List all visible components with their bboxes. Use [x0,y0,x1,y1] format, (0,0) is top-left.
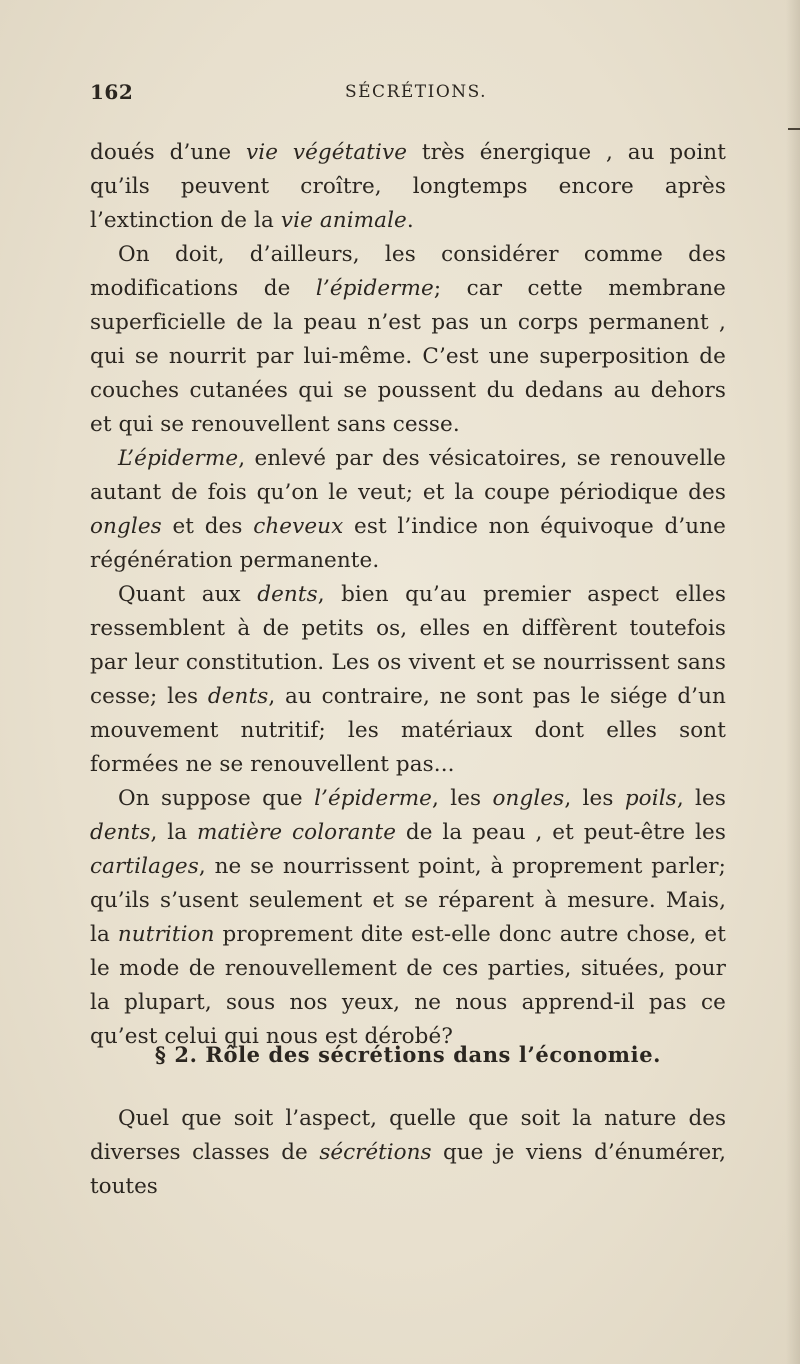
italic-term: L’épiderme [118,446,239,471]
text-run: que je viens d’énumérer, toutes [90,1140,726,1199]
text-run: , enlevé par des vésicatoires, se renouvelle autant de fois qu’on le veut; et la coupe périodique des [90,446,726,505]
paragraph [90,782,726,1054]
italic-term: ongles [90,514,162,539]
text-run: On suppose que [118,786,315,811]
text-run: de la peau , et peut-être les [396,820,726,845]
text-run: . [406,208,414,233]
italic-term: vie végétative [245,140,408,165]
text-run: Quant aux [118,582,258,607]
text-run: , ne se nourrissent point, à proprement parler; qu’ils s’usent seulement et se réparent à mesure. Mais, la [90,854,726,947]
italic-term: matière colorante [197,820,397,845]
page-number: 162 [90,80,134,104]
text-run: , bien qu’au premier aspect elles ressemblent à de petits os, elles en diffèrent toutefois par leur constitution. Les os vivent et se nourrissent sans cesse; les [90,582,727,709]
italic-term: nutrition [117,922,215,947]
italic-term: dents [257,582,318,607]
italic-term: cheveux [253,514,344,539]
paragraph [90,442,726,578]
italic-term: l’épiderme [315,276,434,301]
page-edge-mark [788,128,800,130]
italic-term: l’épiderme [314,786,433,811]
paragraph-continued [90,136,726,238]
text-run: , les [432,786,493,811]
text-run: est l’indice non équivoque d’une régénération permanente. [90,514,726,573]
text-run: , les [676,786,726,811]
main-text-continued [90,1102,726,1204]
italic-term: dents [207,684,269,709]
text-run: Quel que soit l’aspect, quelle que soit la nature des diverses classes de [90,1106,726,1165]
text-run: On doit, d’ailleurs, les considérer comme des modifications de [90,242,726,301]
text-run: très énergique , au point qu’ils peuvent croître, longtemps encore après l’extinction de la [90,140,726,233]
text-run: ; car cette membrane superficielle de la peau n’est pas un corps permanent , qui se nourrit par lui-même. C’est une superposition de couches cutanées qui se poussent du dedans au dehors et qui se renouvellent sans cesse. [90,276,726,437]
page-header [90,80,710,110]
italic-term: dents [90,820,151,845]
italic-term: sécrétions [319,1140,432,1165]
running-head: SÉCRÉTIONS. [345,82,488,102]
text-run: proprement dite est-elle donc autre chose, et le mode de renouvellement de ces parties, situées, pour la plupart, sous nos yeux, ne nous apprend-il pas ce qu’est celui qui nous est dérobé? [90,922,726,1049]
italic-term: ongles [492,786,565,811]
text-run: , la [150,820,198,845]
text-run: et des [161,514,254,539]
section-heading: § 2. Rôle des sécrétions dans l’économie. [154,1042,662,1067]
text-run: , les [564,786,625,811]
paragraph [90,1102,726,1204]
paragraph [90,238,726,442]
paragraph [90,578,726,782]
italic-term: vie animale [280,208,407,233]
text-run: , au contraire, ne sont pas le siége d’un mouvement nutritif; les matériaux dont elles sont formées ne se renouvellent pas... [90,684,727,777]
text-run: doués d’une [90,140,246,165]
italic-term: cartilages [90,854,199,879]
italic-term: poils [624,786,677,811]
page-edge-shadow [786,0,800,1364]
main-text [90,136,726,1054]
